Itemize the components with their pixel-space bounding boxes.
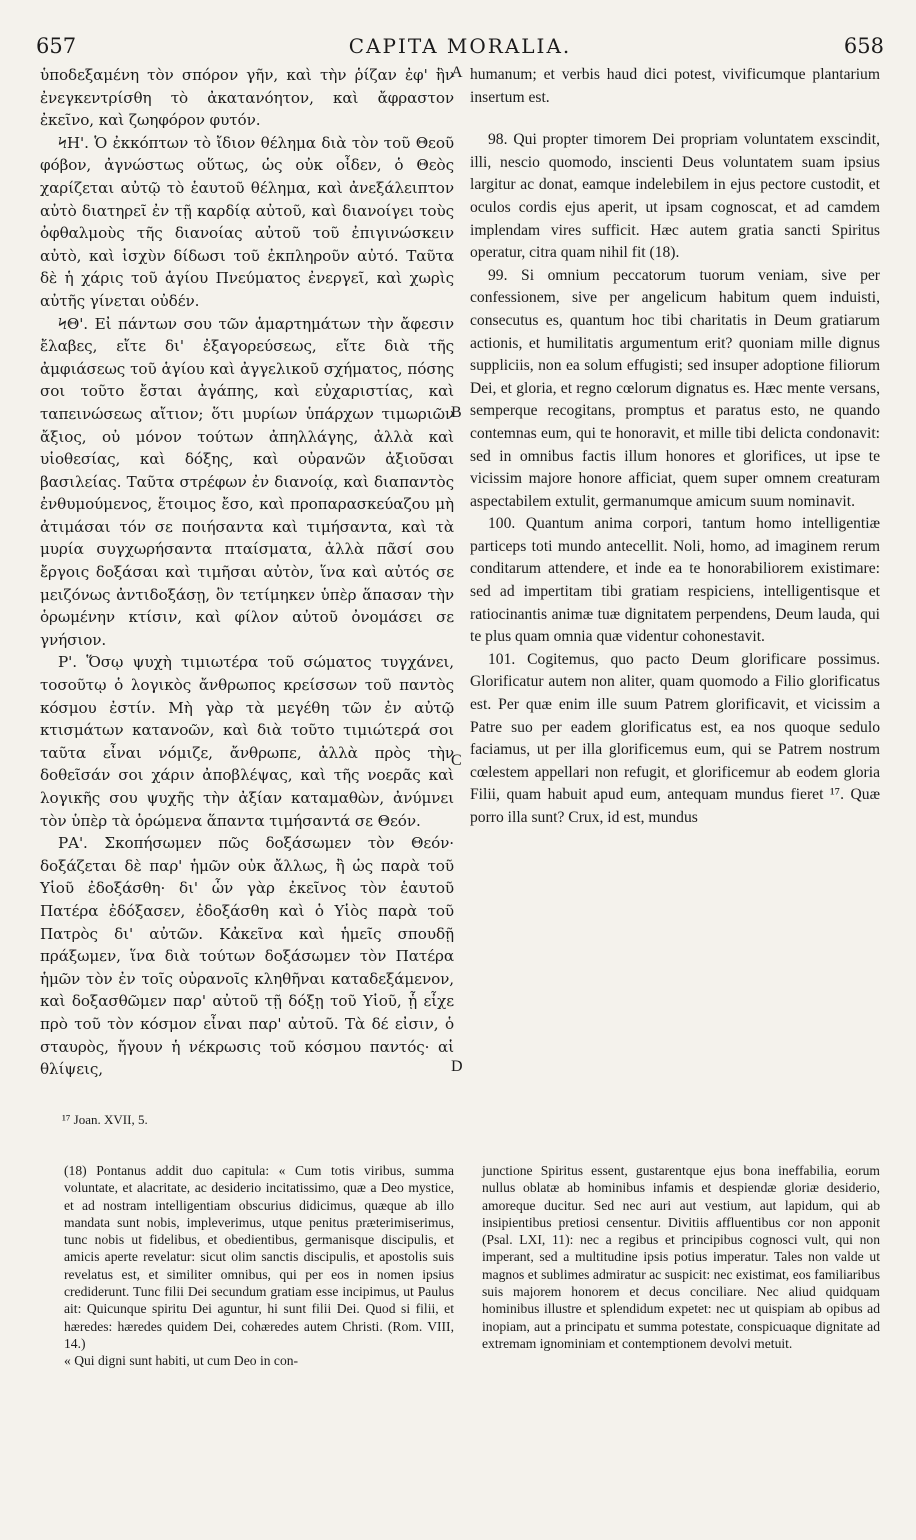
notes-right-column xyxy=(482,1162,880,1352)
greek-paragraph: ϞΗ'. Ὁ ἐκκόπτων τὸ ἴδιον θέλημα διὰ τὸν τοῦ Θεοῦ φόβον, ἀγνώστως οὕτως, ὡς οὐκ οἶδεν, ὁ Θεὸς χαρίζεται αὐτῷ τὸ ἑαυτοῦ θέλημα, καὶ ἀνεξάλειπτον αὐτὸ διατηρεῖ ἐν τῇ καρδίᾳ αὐτοῦ, καὶ διανοίγει τοὺς ὀφθαλμοὺς τῆς διανοίας αὐτοῦ τοῦ ἐπιγινώσκειν αὐτὸ, καὶ ἰσχὺν δίδωσι τοῦ ἐκπληροῦν αὐτό. Ταῦτα δὲ ἡ χάρις τοῦ ἁγίου Πνεύματος ἐνεργεῖ, καὶ χωρὶς αὐτῆς γίνεται οὐδέν. xyxy=(40,133,454,310)
latin-paragraph: 99. Si omnium peccatorum tuorum veniam, sive per confessionem, sive per angelicum habitum quem induisti, consecutus es, quantum hoc tibi charitatis in Deum gratiarum actionis, et humilitatis argumentum erit? quoniam mille dignus suppliciis, non ea solum effugisti; sed insuper adoptione filiorum Dei, et gloria, et regno cœlorum dignatus es. Hæc mente versans, semperque recogitans, promptus et paratus esto, ne quando contemnas eum, qui te honoravit, et mille tibi delicta condonavit: sed in omnibus factis illum honores et glorifices, ut ipse te vicissim majore honore afficiat, quem super omnem creaturam aspectabilem extulit, germanumque amicum suum nominavit. xyxy=(470,266,880,510)
note-paragraph: (18) Pontanus addit duo capitula: « Cum totis viribus, summa voluntate, et alacritate, ac desiderio incitatissimo, quæ a Deo mystice, et ad nostram intelligentiam obscurius didicimus, quæque ab illo mandata sunt nobis, impleverimus, utque penitus præterimiserimus, tunc nobis ut fidelibus, et obedientibus, germanisque discipulis, et amicis aperte revelatur: sicut olim sanctis discipulis, et apostolis suis revelatus est, et similiter omnibus, qui per eos in nomen ipsius crediderunt. Tunc filii Dei secundum gratiam esse incipimus, ut Paulus ait: Quicunque spiritu Dei aguntur, hi sunt filii Dei. Quod si filii, et hæredes: hæredes quidem Dei, cohæredes autem Christi. (Rom. VIII, 14.) xyxy=(64,1163,454,1351)
latin-paragraph: 100. Quantum anima corpori, tantum homo intelligentiæ particeps toti mundo antecellit. Noli, homo, ad imaginem rerum conditarum attendere, et inde ea te honorabiliorem existimare: sed ad impertitam tibi gratiam respiciens, intelligentisque et ratiocinantis animæ tuæ dignitatem perpendens, Deum lauda, qui te plus quam omnia quæ videntur cohonestavit. xyxy=(470,515,880,646)
note-paragraph: « Qui digni sunt habiti, ut cum Deo in con- xyxy=(64,1353,299,1369)
notes-left-column xyxy=(64,1162,454,1370)
latin-paragraph: 101. Cogitemus, quo pacto Deum glorificare possimus. Glorificatur autem non aliter, quam quomodo a Filio glorificatus est. Per quæ enim ille suum Patrem glorificavit, et vicissim a Patre suo per eadem glorificatus est, ea nos quoque sedulo faciamus, ut per illa glorificemus eum, qui se Patrem nostrum cœlestem appellari non refugit, et glorificemur ab eodem gloria Filii, quam habuit apud eum, antequam mundus fieret ¹⁷. Quæ porro illa sunt? Crux, id est, mundus xyxy=(470,650,880,826)
running-title: CAPITA MORALIA. xyxy=(348,34,572,58)
page-number-right: 658 xyxy=(843,34,884,58)
greek-paragraph: ὑποδεξαμένη τὸν σπόρον γῆν, καὶ τὴν ῥίζαν ἐφ' ἣν ἐνεγκεντρίσθη τὸ ἀκατανόητον, καὶ ἄφραστον ἐκεῖνο, καὶ ζωηφόρον φυτόν. xyxy=(40,66,454,130)
greek-paragraph: ϞΘ'. Εἰ πάντων σου τῶν ἁμαρτημάτων τὴν ἄφεσιν ἔλαβες, εἴτε δι' ἐξαγορεύσεως, εἴτε διὰ τῆς ἀμφιάσεως τοῦ ἁγίου καὶ ἀγγελικοῦ σχήματος, πόσης σοι τοῦτο ἔσται ἀγάπης, καὶ εὐχαριστίας, καὶ ταπεινώσεως αἴτιον; ὅτι μυρίων ὑπάρχων τιμωριῶν ἄξιος, οὐ μόνον τούτων ἀπηλλάγης, ἀλλὰ καὶ υἱοθεσίας, καὶ δόξης, καὶ οὐρανῶν ἀξιοῦσαι βασιλείας. Ταῦτα στρέφων ἐν διανοίᾳ, καὶ διαπαντὸς ἐνθυμούμενος, ἕτοιμος ἔσο, καὶ προπαρασκεύαζου μὴ ἀτιμάσαι τόν σε ποιήσαντα καὶ τιμήσαντα, καὶ τὰ μυρία συγχωρήσαντα πταίσματα, ἀλλὰ πᾶσί σου ἔργοις δοξάσαι καὶ τιμῆσαι αὐτὸν, ἵνα καὶ αὐτός σε μειζόνως ἀντιδοξάσῃ, ὃν τετίμηκεν ὑπὲρ ἅπασαν τὴν ὁρωμένην κτίσιν, καὶ φίλον αὐτοῦ ὀνομάσει σε γνήσιον. xyxy=(40,314,454,649)
latin-column xyxy=(470,64,880,830)
greek-paragraph: Ρ'. Ὅσῳ ψυχὴ τιμιωτέρα τοῦ σώματος τυγχάνει, τοσοῦτῳ ὁ λογικὸς ἄνθρωπος κρείσσων τοῦ παντὸς κόσμου ἐστίν. Μὴ γὰρ τὰ μεγέθη τῶν ἐν αὐτῷ κτισμάτων κατανοῶν, καὶ διὰ τοῦτο τιμιώτερά σοι ταῦτα εἶναι νόμιζε, ἄνθρωπε, ἀλλὰ πρὸς τὴν δοθεῖσάν σοι χάριν ἀποβλέψας, καὶ τῆς νοερᾶς καὶ λογικῆς σου ψυχῆς τὴν ἀξίαν καταμαθὼν, ἀνύμνει τὸν ὑπὲρ τὰ ὁρώμενα ἅπαντα τιμήσαντά σε Θεόν. xyxy=(40,653,454,830)
section-marker-d: D xyxy=(451,1058,463,1075)
latin-paragraph: humanum; et verbis haud dici potest, vivificumque plantarium insertum est. xyxy=(470,66,880,106)
section-marker-c: C xyxy=(451,752,462,769)
section-marker-b: B xyxy=(451,404,462,421)
greek-paragraph: ΡΑ'. Σκοπήσωμεν πῶς δοξάσωμεν τὸν Θεόν· δοξάζεται δὲ παρ' ἡμῶν οὐκ ἄλλως, ἢ ὡς παρὰ τοῦ Υἱοῦ ἐδοξάσθη· δι' ὧν γὰρ ἐκεῖνος τὸν ἑαυτοῦ Πατέρα ἐδόξασεν, ἐδοξάσθη καὶ ὁ Υἱὸς παρὰ τοῦ Πατρὸς δι' αὐτῶν. Κἀκεῖνα καὶ ἡμεῖς σπουδῇ πράξωμεν, ἵνα διὰ τούτων δοξάσωμεν τὸν Πατέρα ἡμῶν τὸν ἐν τοῖς οὐρανοῖς κληθῆναι καταδεξάμενον, καὶ δοξασθῶμεν παρ' αὐτοῦ τῇ δόξῃ τοῦ Υἱοῦ, ᾗ εἶχε πρὸ τοῦ τὸν κόσμον εἶναι παρ' αὐτοῦ. Τὰ δέ εἰσιν, ὁ σταυρὸς, ἤγουν ἡ νέκρωσις τοῦ κόσμου παντός· αἱ θλίψεις, xyxy=(40,834,454,1079)
latin-paragraph: 98. Qui propter timorem Dei propriam voluntatem exscindit, illi, nescio quomodo, inscienti Deus voluntatem suam ipsius largitur ac donat, eamque indelebilem in ejus pectore custodit, et oculos cordis ejus aperit, ut ipsam cognoscat, et ad camdem implendam vires sufficit. Hæc autem gratia sancti Spiritus operatur, citra quam nihil fit (18). xyxy=(470,131,880,262)
running-header xyxy=(36,34,884,60)
greek-column xyxy=(40,64,454,1081)
page-number-left: 657 xyxy=(36,34,77,58)
scripture-footnote: ¹⁷ Joan. XVII, 5. xyxy=(62,1112,148,1127)
note-paragraph: junctione Spiritus essent, gustarentque ejus bona ineffabilia, eorum nullus oblatæ ab hominibus infamis et despiendæ gloriæ desiderio, amoreque ducitur. Sed nec auri aut vestium, aut lapidum, qui ab insipientibus pretiosi censentur. Divitiis affluentibus cor non apponit (Psal. LXI, 11): nec a regibus et principibus cognosci vult, qui non imperant, sed a multitudine ipsis potius imperatur. Tales non valde ut magnos et sublimes admiratur ac suspicit: nec existimat, eos familiaribus suis majorem honorem et decus conciliare. Nec aliud quidquam hominibus illustre et splendidum expetet: nec ut quispiam ab opibus ad inopiam, aut a principatu et summa potestate, conspicuaque dignitate ad extremam ignominiam et contemptionem devolvi metuit. xyxy=(482,1163,880,1351)
section-marker-a: A xyxy=(451,64,463,81)
